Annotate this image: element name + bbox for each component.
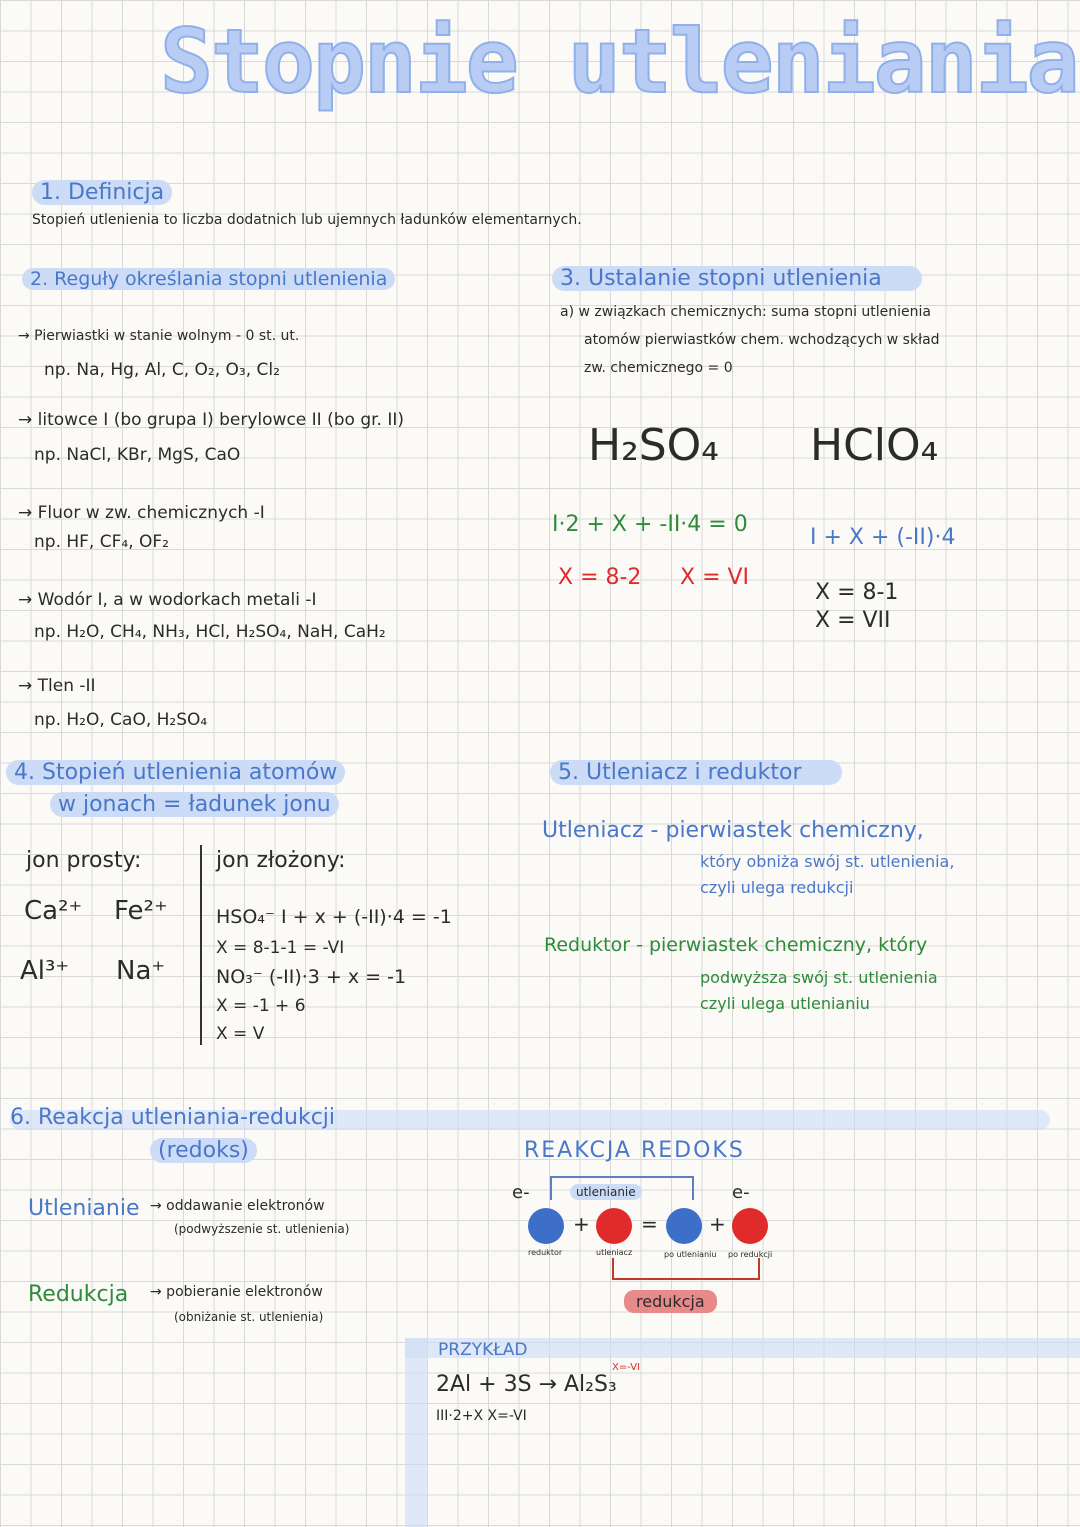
ions-heading-line1: 4. Stopień utlenienia atomów [6,760,345,785]
oxidized-circle [666,1208,702,1244]
oxidizer-line1: Utleniacz - pierwiastek chemiczny, [542,818,924,843]
ions-divider [200,845,202,1045]
formula-hclo4: HClO₄ [810,420,939,471]
redox-heading-line1: 6. Reakcja utleniania-redukcji [10,1105,336,1130]
simple-ion-label: jon prosty: [26,848,142,873]
page-title: Stopnie utleniania [160,10,1078,113]
redox-heading-line2: (redoks) [150,1138,257,1163]
example-label: PRZYKŁAD [438,1340,528,1360]
ion-fe: Fe²⁺ [114,896,168,926]
example-equation: 2Al + 3S → Al₂S₃ [436,1372,617,1397]
oxidation-arrow [550,1176,694,1200]
complex-ion-no3: NO₃⁻ (-II)·3 + x = -1 [216,966,407,988]
redox-diagram-title: REAKCJA REDOKS [524,1138,745,1163]
reducer-line2: podwyższa swój st. utlenienia [700,968,938,987]
reduction-label: Redukcja [28,1282,129,1307]
oxidizer-reducer-heading: 5. Utleniacz i reduktor [550,760,842,785]
oxidation-def: → oddawanie elektronów [150,1198,325,1214]
example-vertical-bar [405,1338,427,1527]
rule-free-elements: → Pierwiastki w stanie wolnym - 0 st. ut. [18,328,300,344]
electron-label-right: e- [732,1182,750,1203]
oxidation-label: Utlenianie [28,1196,140,1221]
h2so4-equation: I·2 + X + -II·4 = 0 [552,512,748,537]
reducer-circle [528,1208,564,1244]
determining-rule-line1: a) w związkach chemicznych: suma stopni utlenienia [560,304,931,320]
h2so4-step1: X = 8-2 [558,565,642,590]
complex-ion-no3-result: X = V [216,1024,265,1044]
rule-free-elements-examples: np. Na, Hg, Al, C, O₂, O₃, Cl₂ [44,360,280,380]
rules-heading: 2. Reguły określania stopni utlenienia [22,268,395,290]
rule-fluorine: → Fluor w zw. chemicznych -I [18,503,265,523]
after-reduction-caption: po redukcji [728,1250,773,1259]
reducer-line1: Reduktor - pierwiastek chemiczny, który [544,934,928,956]
complex-ion-hso4-result: X = 8-1-1 = -VI [216,938,345,958]
oxidizer-caption: utleniacz [596,1248,633,1257]
h2so4-result: X = VI [680,565,750,590]
ion-na: Na⁺ [116,956,166,986]
formula-h2so4: H₂SO₄ [588,420,719,471]
oxidation-def-note: (podwyższenie st. utlenienia) [174,1222,350,1236]
rule-oxygen-examples: np. H₂O, CaO, H₂SO₄ [34,710,208,730]
determining-rule-line2: atomów pierwiastków chem. wchodzących w skład [584,332,940,348]
oxidizer-line3: czyli ulega redukcji [700,878,854,897]
reduced-circle [732,1208,768,1244]
ion-ca: Ca²⁺ [24,896,83,926]
complex-ion-no3-step: X = -1 + 6 [216,996,306,1016]
hclo4-equation: I + X + (-II)·4 [810,525,956,550]
ion-al: Al³⁺ [20,956,70,986]
rule-hydrogen-examples: np. H₂O, CH₄, NH₃, HCl, H₂SO₄, NaH, CaH₂ [34,622,386,642]
oxidation-arrow-label: utlenianie [570,1184,642,1200]
after-oxidation-caption: po utlenianiu [664,1250,717,1259]
rule-oxygen: → Tlen -II [18,676,96,696]
plus-sign-1: + [573,1212,590,1236]
ions-heading-line2: w jonach = ładunek jonu [50,792,339,817]
oxidizer-circle [596,1208,632,1244]
rule-fluorine-examples: np. HF, CF₄, OF₂ [34,532,169,552]
hclo4-step1: X = 8-1 [815,580,899,605]
rule-alkali-examples: np. NaCl, KBr, MgS, CaO [34,445,241,465]
determining-rule-line3: zw. chemicznego = 0 [584,360,733,376]
reduction-arrow [612,1258,760,1280]
reduction-def-note: (obniżanie st. utlenienia) [174,1310,324,1324]
definition-text: Stopień utlenienia to liczba dodatnich lub ujemnych ładunków elementarnych. [32,212,582,228]
rule-hydrogen: → Wodór I, a w wodorkach metali -I [18,590,317,610]
example-sulfur-state: X=-VI [612,1362,641,1373]
hclo4-result: X = VII [815,608,891,633]
rule-alkali: → litowce I (bo grupa I) berylowce II (bo gr. II) [18,410,405,430]
reduction-def: → pobieranie elektronów [150,1284,323,1300]
plus-sign-2: + [709,1212,726,1236]
oxidizer-line2: który obniża swój st. utlenienia, [700,852,955,871]
equals-sign: = [641,1212,658,1236]
definition-heading: 1. Definicja [32,180,172,205]
complex-ion-label: jon złożony: [216,848,346,873]
determining-heading: 3. Ustalanie stopni utlenienia [552,266,922,291]
electron-label-left: e- [512,1182,530,1203]
complex-ion-hso4: HSO₄⁻ I + x + (-II)·4 = -1 [216,906,452,928]
example-calculation: III·2+X X=-VI [436,1408,527,1424]
reduction-arrow-label: redukcja [624,1290,717,1313]
reducer-caption: reduktor [528,1248,563,1257]
reducer-line3: czyli ulega utlenianiu [700,994,870,1013]
